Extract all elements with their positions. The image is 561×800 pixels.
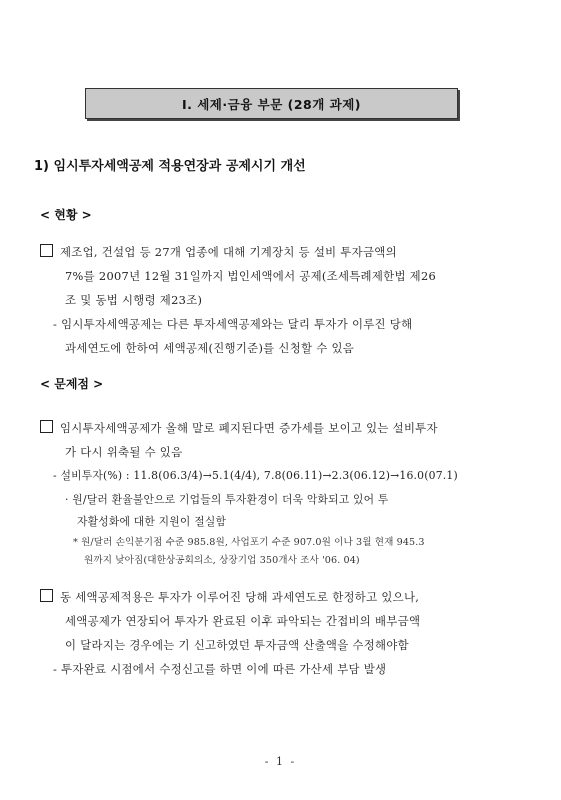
status-item1-line2: 7%를 2007년 12월 31일까지 법인세액에서 공제(조세특례제한법 제26 xyxy=(65,269,437,283)
part-header xyxy=(85,88,458,119)
problems-note-line2: 원까지 낮아짐(대한상공회의소, 상장기업 350개사 조사 '06. 04) xyxy=(84,555,360,566)
problems-heading: < 문제점 > xyxy=(40,377,104,391)
part-header-title: Ⅰ. 세제·금융 부문 (28개 과제) xyxy=(181,96,362,112)
problems-item1-line2: 가 다시 위축될 수 있음 xyxy=(65,445,183,459)
problems-item2-line1: 동 세액공제적용은 투자가 이루어진 당해 과세연도로 한정하고 있으나, xyxy=(40,589,419,605)
status-item2-line2: 과세연도에 한하여 세액공제(진행기준)를 신청할 수 있음 xyxy=(65,341,355,355)
section-title: 1) 임시투자세액공제 적용연장과 공제시기 개선 xyxy=(34,159,306,174)
problems-sub3: - 투자완료 시점에서 수정신고를 하면 이에 따른 가산세 부담 발생 xyxy=(53,662,387,676)
page-number: - 1 - xyxy=(264,755,297,768)
status-item1-line1: 제조업, 건설업 등 27개 업종에 대해 기계장치 등 설비 투자금액의 xyxy=(40,244,397,260)
problems-item1-line1: 임시투자세액공제가 올해 말로 폐지된다면 증가세를 보이고 있는 설비투자 xyxy=(40,420,438,436)
status-heading: < 현황 > xyxy=(40,208,92,222)
checkbox-square-icon xyxy=(40,589,53,602)
problems-item2-line3: 이 달라지는 경우에는 기 신고하였던 투자금액 산출액을 수정해야함 xyxy=(65,638,409,652)
status-item1-line3: 조 및 동법 시행령 제23조) xyxy=(65,293,203,307)
status-item2-line1: - 임시투자세액공제는 다른 투자세액공제와는 달리 투자가 이루진 당해 xyxy=(53,317,413,331)
problems-sub1: - 설비투자(%) : 11.8(06.3/4)→5.1(4/4), 7.8(06.11)→2.3(06.12)→16.0(07.1) xyxy=(53,469,458,482)
problems-item2-line2: 세액공제가 연장되어 투자가 완료된 이후 파악되는 간접비의 배부금액 xyxy=(65,614,421,628)
problems-sub2-line1: · 원/달러 환율불안으로 기업들의 투자환경이 더욱 악화되고 있어 투 xyxy=(65,493,389,506)
problems-sub2-line2: 자활성화에 대한 지원이 절실함 xyxy=(77,515,227,528)
checkbox-square-icon xyxy=(40,244,53,257)
problems-note-line1: * 원/달러 손익분기점 수준 985.8원, 사업포기 수준 907.0원 이나 3월 현재 945.3 xyxy=(73,537,425,548)
checkbox-square-icon xyxy=(40,420,53,433)
